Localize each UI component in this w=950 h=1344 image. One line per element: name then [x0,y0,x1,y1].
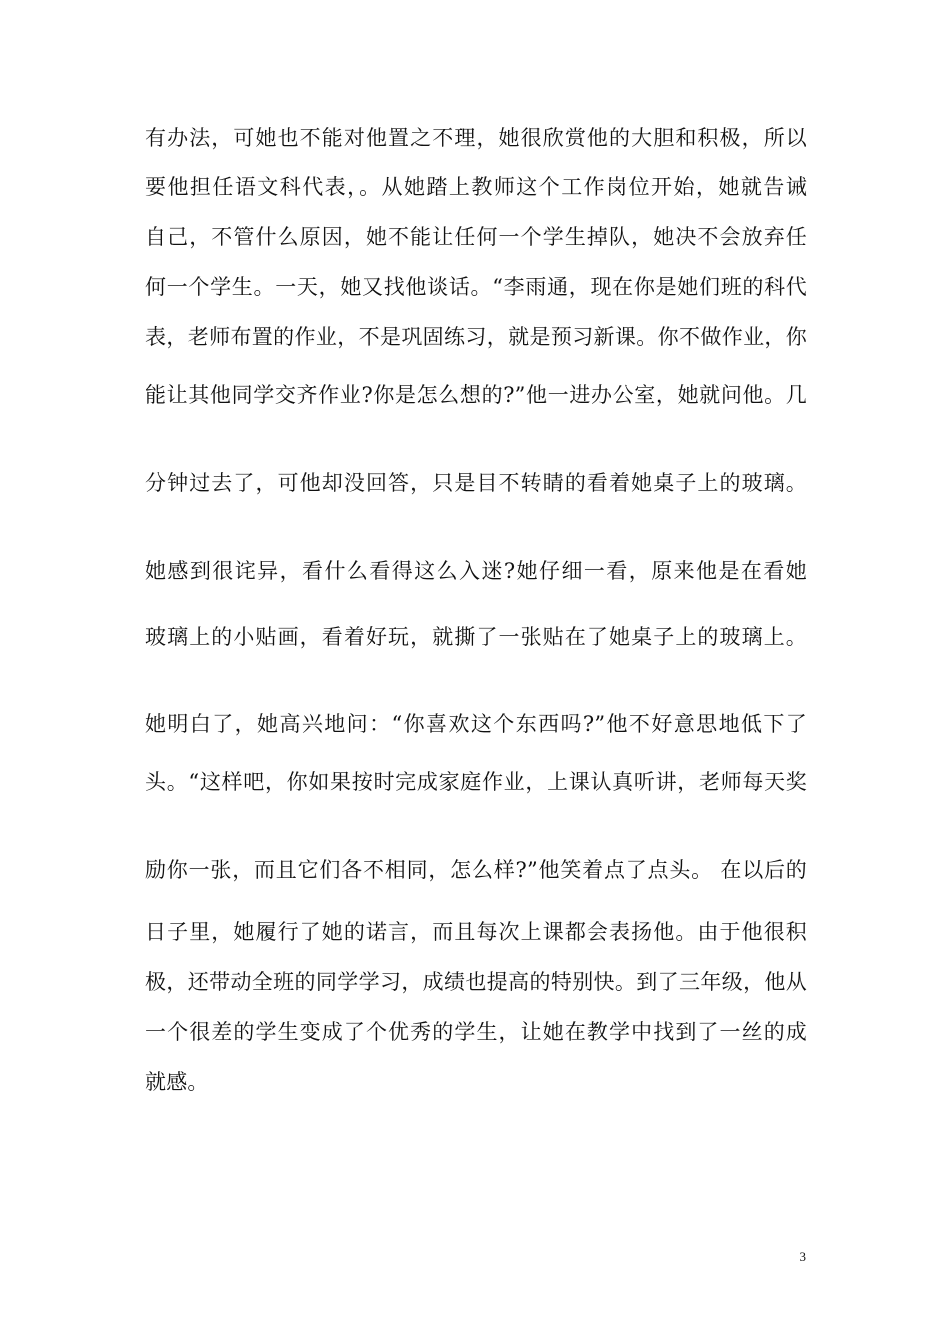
paragraph-line: 极，还带动全班的同学学习，成绩也提高的特别快。到了三年级，他从 [145,970,807,994]
paragraph-line: 能让其他同学交齐作业?你是怎么想的?”他一进办公室，她就问他。几 [145,383,807,407]
paragraph-line: 一个很差的学生变成了个优秀的学生，让她在教学中找到了一丝的成 [145,1020,807,1044]
paragraph-line: 要他担任语文科代表，。从她踏上教师这个工作岗位开始，她就告诫 [145,175,807,199]
paragraph-line: 励你一张，而且它们各不相同，怎么样?”他笑着点了点头。 在以后的 [145,858,807,882]
paragraph-line: 她明白了，她高兴地问：“你喜欢这个东西吗?”他不好意思地低下了 [145,712,807,736]
paragraph-line: 何一个学生。一天，她又找他谈话。“李雨通，现在你是她们班的科代 [145,275,807,299]
paragraph-line: 头。“这样吧，你如果按时完成家庭作业，上课认真听讲，老师每天奖 [145,770,807,794]
paragraph-line: 有办法，可她也不能对他置之不理，她很欣赏他的大胆和积极，所以 [145,126,807,150]
paragraph-line: 她感到很诧异，看什么看得这么入迷?她仔细一看，原来他是在看她 [145,559,807,583]
paragraph-line: 自己，不管什么原因，她不能让任何一个学生掉队，她决不会放弃任 [145,225,807,249]
paragraph-line: 分钟过去了，可他却没回答，只是目不转睛的看着她桌子上的玻璃。 [145,471,807,495]
page-number: 3 [799,1249,806,1264]
paragraph-line: 日子里，她履行了她的诺言，而且每次上课都会表扬他。由于他很积 [145,920,807,944]
paragraph-line: 表，老师布置的作业，不是巩固练习，就是预习新课。你不做作业，你 [145,325,807,349]
paragraph-line: 就感。 [145,1070,209,1094]
paragraph-line: 玻璃上的小贴画，看着好玩，就撕了一张贴在了她桌子上的玻璃上。 [145,625,807,649]
